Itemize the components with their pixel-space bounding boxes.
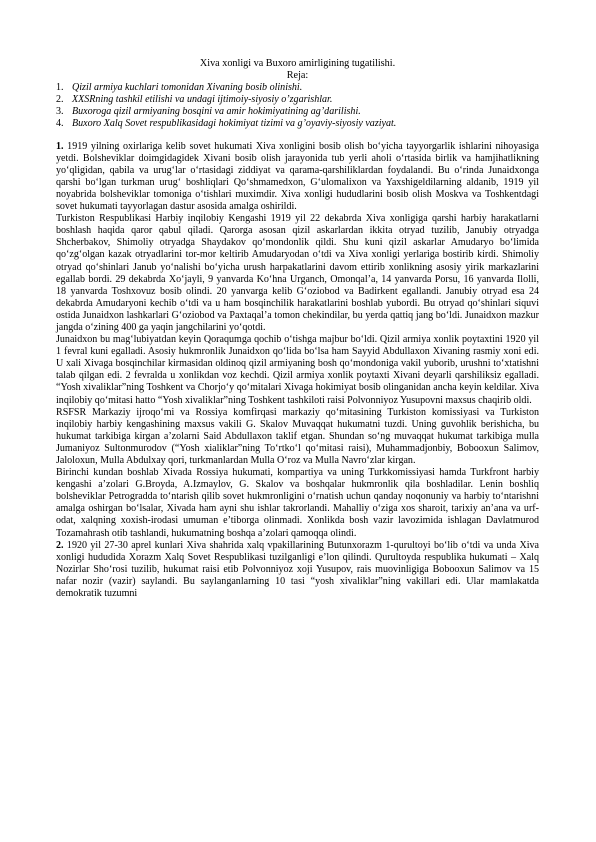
- paragraph-text: Turkiston Respublikasi Harbiy inqilobiy Kengashi 1919 yil 22 dekabrda Xiva xonligiga qarshi harbiy harakatlarni boshlash haqida qaror qabul qiladi. Qarorga asosan qizil askarlardan ikkita otryad tuzilib, Janubiy otryadga Shcherbakov, Shimoliy otryadga Shaydakov qo‘mondonlik qildi. Shu kuni qizil askarlar Amudaryo bo‘limida qo‘zg‘olgan kazak otryadlarini tor-mor keltirib Amudaryodan o‘tdi va Xiva xonligi yerlariga bostirib kirdi. Shimoliy otryad qo‘shinlari Janub yo‘nalishi bo‘yicha urush harpakatlarini davom ettirib xonlikning asosiy yirik markazlarini egallab bordi. 29 dekabrda Xo‘jayli, 9 yanvarda Ko‘hna Urganch, Omonqal’a, 14 yanvarda Porsu, 16 yanvarda Ilolli, 18 yanvarda Toshxovuz bosib olindi. 20 yanvarga kelib G‘oziobod va Badirkent egallandi. Janubiy otryad esa 24 dekabrda Amudaryoni kechib o‘tdi va u ham bosqinchilik harakatlarini boshlab yubordi. Bu otryad qo‘shinlari siquvi ostida Junaidxon lashkarlari G‘oziobod va Paxtaqal’a tomon chekindilar, bu yerda qattiq jang bo‘ldi. Junaidxon mazkur jangda o‘zining 400 ga yaqin jangchilarini yo‘qotdi.: [56, 213, 539, 333]
- body-paragraph: [56, 141, 539, 214]
- paragraph-text: 1920 yil 27-30 aprel kunlari Xiva shahrida xalq vpakillarining Butunxorazm 1-qurultoyi bo‘lib o‘tdi va unda Xiva xonligi hududida Xorazm Xalq Sovet Respublikasi tuzilganligi e’lon qilindi. Qurultoyda respublika hukumati – Xalq Nozirlar Sho‘rosi tuzilib, hukumat raisi etib Polvonniyoz xoji Yusupov, rais muovinligiga Bobooxun Salimov va 15 nafar nozir (vazir) saylandi. Bu saylanganlarning 10 tasi “yosh xivaliklar”ning vakillari edi. Ular mamlakatda demokratik tuzumni: [56, 539, 539, 600]
- plan-item-number: 2.: [56, 94, 64, 106]
- plan-item-number: 3.: [56, 106, 64, 118]
- plan-item: [56, 82, 539, 94]
- plan-item: [56, 118, 539, 130]
- body-paragraph: [56, 407, 539, 467]
- plan-item-number: 4.: [56, 118, 64, 130]
- body-paragraph: [56, 540, 539, 600]
- plan-item: [56, 106, 539, 118]
- paragraph-text: Junaidxon bu mag‘lubiyatdan keyin Qoraqumga qochib o‘tishga majbur bo‘ldi. Qizil armiya xonlik poytaxtini 1920 yil 1 fevral kuni egalladi. Asosiy hukmronlik Junaidxon qo‘lida bo‘lsa ham Sayyid Abdullaxon Xivaning rasmiy xoni edi. U xali Xivaga bosqinchilar kirmasidan oldinoq qizil armiyaning bosh qo‘mondoniga vakil yuborib, urushni to‘xtatishni talab qilgan edi. 2 fevralda u xonlikdan voz kechdi. Qizil armiya xonlik poytaxti Xivani deyarli qarshiliksiz egalladi. “Yosh xivaliklar”ning Toshkent va Chorjo‘y qo‘mitalari Xivaga hokimiyat bosib olinganidan ancha keyin keldilar. Xiva inqilobiy qo‘mitasi hatto “Yosh xivaliklar”ning Toshkent tashkiloti raisi Polvonniyoz Yusupovni maxsus chaqirib oldi.: [56, 334, 539, 406]
- plan-label: Reja:: [286, 70, 309, 82]
- body-paragraph: [56, 213, 539, 334]
- document-title: Xiva xonligi va Buxoro amirligining tugatilishi.: [199, 58, 396, 69]
- body-paragraph: [56, 467, 539, 540]
- section-number: 2.: [56, 539, 64, 551]
- body-paragraph: [56, 334, 539, 407]
- plan-item-text: Buxoro Xalq Sovet respublikasidagi hokimiyat tizimi va g’oyaviy-siyosiy vaziyat.: [72, 118, 397, 130]
- plan-item-text: Qizil armiya kuchlari tomonidan Xivaning bosib olinishi.: [72, 82, 303, 94]
- plan-item-text: Buxoroga qizil armiyaning bosqini va amir hokimiyatining ag’darilishi.: [72, 106, 361, 118]
- paragraph-text: 1919 yilning oxirlariga kelib sovet hukumati Xiva xonligini bosib olish bo‘yicha tayyorgarlik ishlarini nihoyasiga yetdi. Bolsheviklar doimgidagidek Xivani bosib olish jarayonida tub yerli aholi o‘rtasida birlik va hamjihatlikning yo‘qligidan, qabila va urug‘lar o‘rtasidagi ziddiyat va qarama-qarshiliklardan foydalandi. Bu o‘rinda Junaidxonga qarshi bo‘lgan turkman urug‘ boshliqlari Qo‘shmamedxon, G‘ulomalixon va Yaxshigeldilarning aldanib, 1919 yil noyabrida bolsheviklar tomoniga o‘tishlari muximdir. Xiva xonligi hududlarini bosib olish Moskva va Toshkentdagi sovet hukumati tayyorlagan dastur asosida amalga oshirildi.: [56, 140, 539, 213]
- plan-item: [56, 94, 539, 106]
- plan-list: [56, 82, 539, 130]
- section-number: 1.: [56, 140, 64, 152]
- document-page: [56, 58, 539, 600]
- paragraph-text: Birinchi kundan boshlab Xivada Rossiya hukumati, kompartiya va uning Turkkomissiyasi hamda Turkfront harbiy kengashi a’zolari G.Broyda, A.Izmaylov, G. Skalov va boshqalar hukmronlik qila boshladilar. Lenin boshliq bolsheviklar Petrogradda to‘ntarish qilib sovet hukmronligini o‘rnatish uchun qanday noqonuniy va harbiy to‘ntarishni amalga oshirgan bo‘lsalar, Xivada ham ayni shu ishlar takrorlandi. Mahalliy o‘ziga xos sharoit, tarixiy an’ana va urf-odat, xalqning xoxish-irodasi umuman e’tiborga olinmadi. Xonlikda bosh vazir lavozimida ishlagan Davlatmurod Tozamahrash otib tashlandi, hukumatning boshqa a’zolari qamoqqa olindi.: [56, 467, 539, 539]
- plan-item-text: XXSRning tashkil etilishi va undagi ijtimoiy-siyosiy o’zgarishlar.: [72, 94, 333, 106]
- paragraph-text: RSFSR Markaziy ijroqo‘mi va Rossiya komfirqasi markaziy qo‘mitasining Turkiston komissiyasi va Turkiston inqilobiy harbiy kengashining maxsus vakili G. Skalov Muvaqqat hukumatni tuzdi. Uning guvohlik berishicha, bu hukumat tarkibiga kirgan a’zolarni Said Abdullaxon taklif etgan. Shundan so‘ng muvaqqat hukumat tarkibiga mulla Jumaniyoz Sultonmurodov (“Yosh xialiklar”ning To‘rtko‘l qo‘mitasi raisi), Muhammadjonbiy, Bobooxun Salimov, Jaloloxun, Mulla Abdulxay qori, turkmanlardan Mulla O‘roz va Mulla Navro‘zlar kirgan.: [56, 406, 539, 466]
- plan-item-number: 1.: [56, 82, 64, 94]
